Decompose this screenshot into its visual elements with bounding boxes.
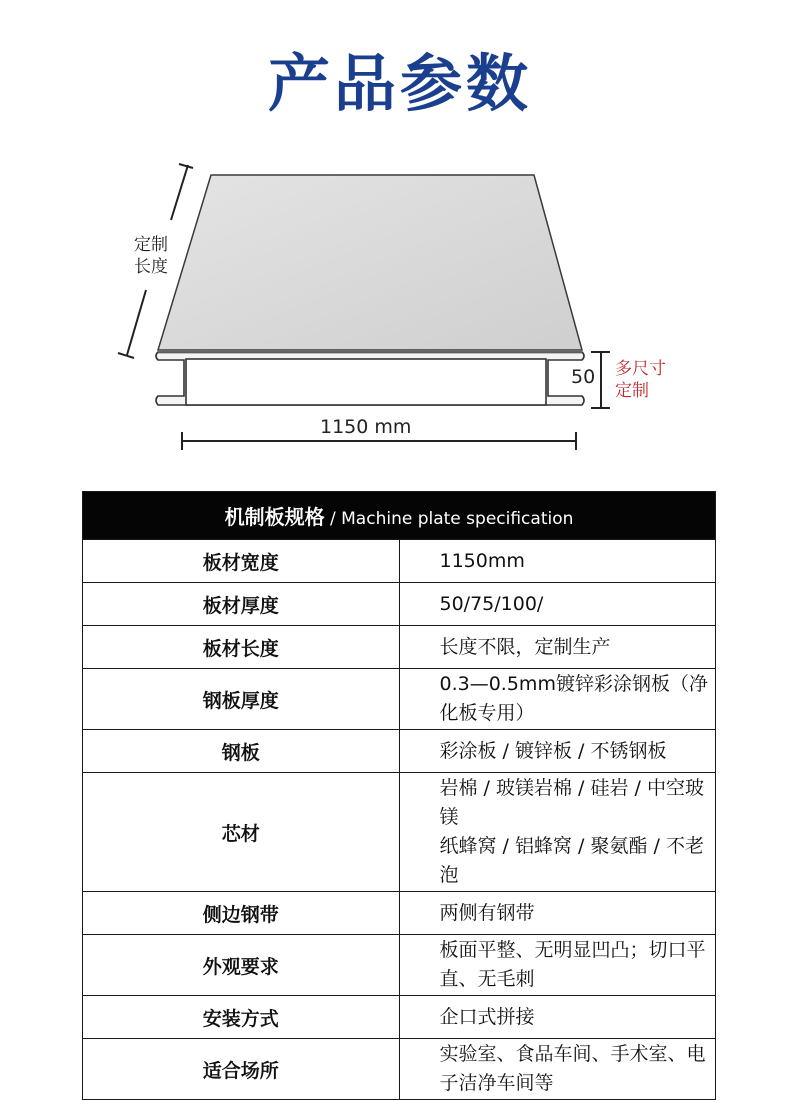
thickness-note [615, 358, 666, 402]
table-row [83, 1039, 716, 1100]
length-dim-tick-bottom [118, 353, 134, 358]
row-value: 实验室、食品车间、手术室、电子洁净车间等 [399, 1039, 716, 1100]
table-row [83, 773, 716, 892]
length-label [134, 234, 168, 278]
row-key: 外观要求 [83, 935, 400, 996]
row-value-line: 纸蜂窝 / 铝蜂窝 / 聚氨酯 / 不老泡 [439, 835, 704, 886]
row-value: 两侧有钢带 [399, 892, 716, 935]
length-label-line2: 长度 [134, 257, 168, 277]
panel-top-face [158, 175, 582, 350]
header-cn: 机制板规格 [224, 505, 325, 529]
table-row [83, 626, 716, 669]
table-row [83, 996, 716, 1039]
row-key: 板材厚度 [83, 583, 400, 626]
panel-core [186, 359, 546, 405]
panel-diagram [0, 150, 800, 470]
table-row [83, 730, 716, 773]
page-title: 产品参数 [267, 47, 532, 120]
length-dim-tick-top [179, 164, 193, 168]
row-value-line: 岩棉 / 玻镁岩棉 / 硅岩 / 中空玻镁 [439, 777, 704, 828]
table-row [83, 935, 716, 996]
row-key: 钢板 [83, 730, 400, 773]
row-key: 钢板厚度 [83, 669, 400, 730]
row-value: 板面平整、无明显凹凸；切口平直、无毛刺 [399, 935, 716, 996]
row-key: 板材宽度 [83, 540, 400, 583]
row-key: 芯材 [83, 773, 400, 892]
width-label: 1150 mm [320, 416, 412, 438]
table-row [83, 892, 716, 935]
thickness-value: 50 [571, 366, 596, 388]
length-label-line1: 定制 [134, 235, 168, 255]
row-value: 0.3—0.5mm镀锌彩涂钢板（净化板专用） [399, 669, 716, 730]
row-key: 板材长度 [83, 626, 400, 669]
table-row [83, 669, 716, 730]
table-row [83, 583, 716, 626]
header-en: / Machine plate specification [324, 509, 574, 529]
row-value: 1150mm [399, 540, 716, 583]
row-value: 彩涂板 / 镀锌板 / 不锈钢板 [399, 730, 716, 773]
thickness-note-line2: 定制 [615, 381, 649, 401]
row-value: 50/75/100/ [399, 583, 716, 626]
thickness-note-line1: 多尺寸 [615, 359, 666, 379]
length-dim-upper [171, 165, 188, 220]
row-value: 企口式拼接 [399, 996, 716, 1039]
row-value [399, 773, 716, 892]
row-key: 侧边钢带 [83, 892, 400, 935]
row-key: 适合场所 [83, 1039, 400, 1100]
row-key: 安装方式 [83, 996, 400, 1039]
length-dim-lower [127, 290, 146, 355]
row-value: 长度不限，定制生产 [399, 626, 716, 669]
spec-table-header-row [83, 492, 716, 540]
spec-table-header [83, 492, 716, 540]
table-row [83, 540, 716, 583]
spec-table [82, 491, 716, 1100]
